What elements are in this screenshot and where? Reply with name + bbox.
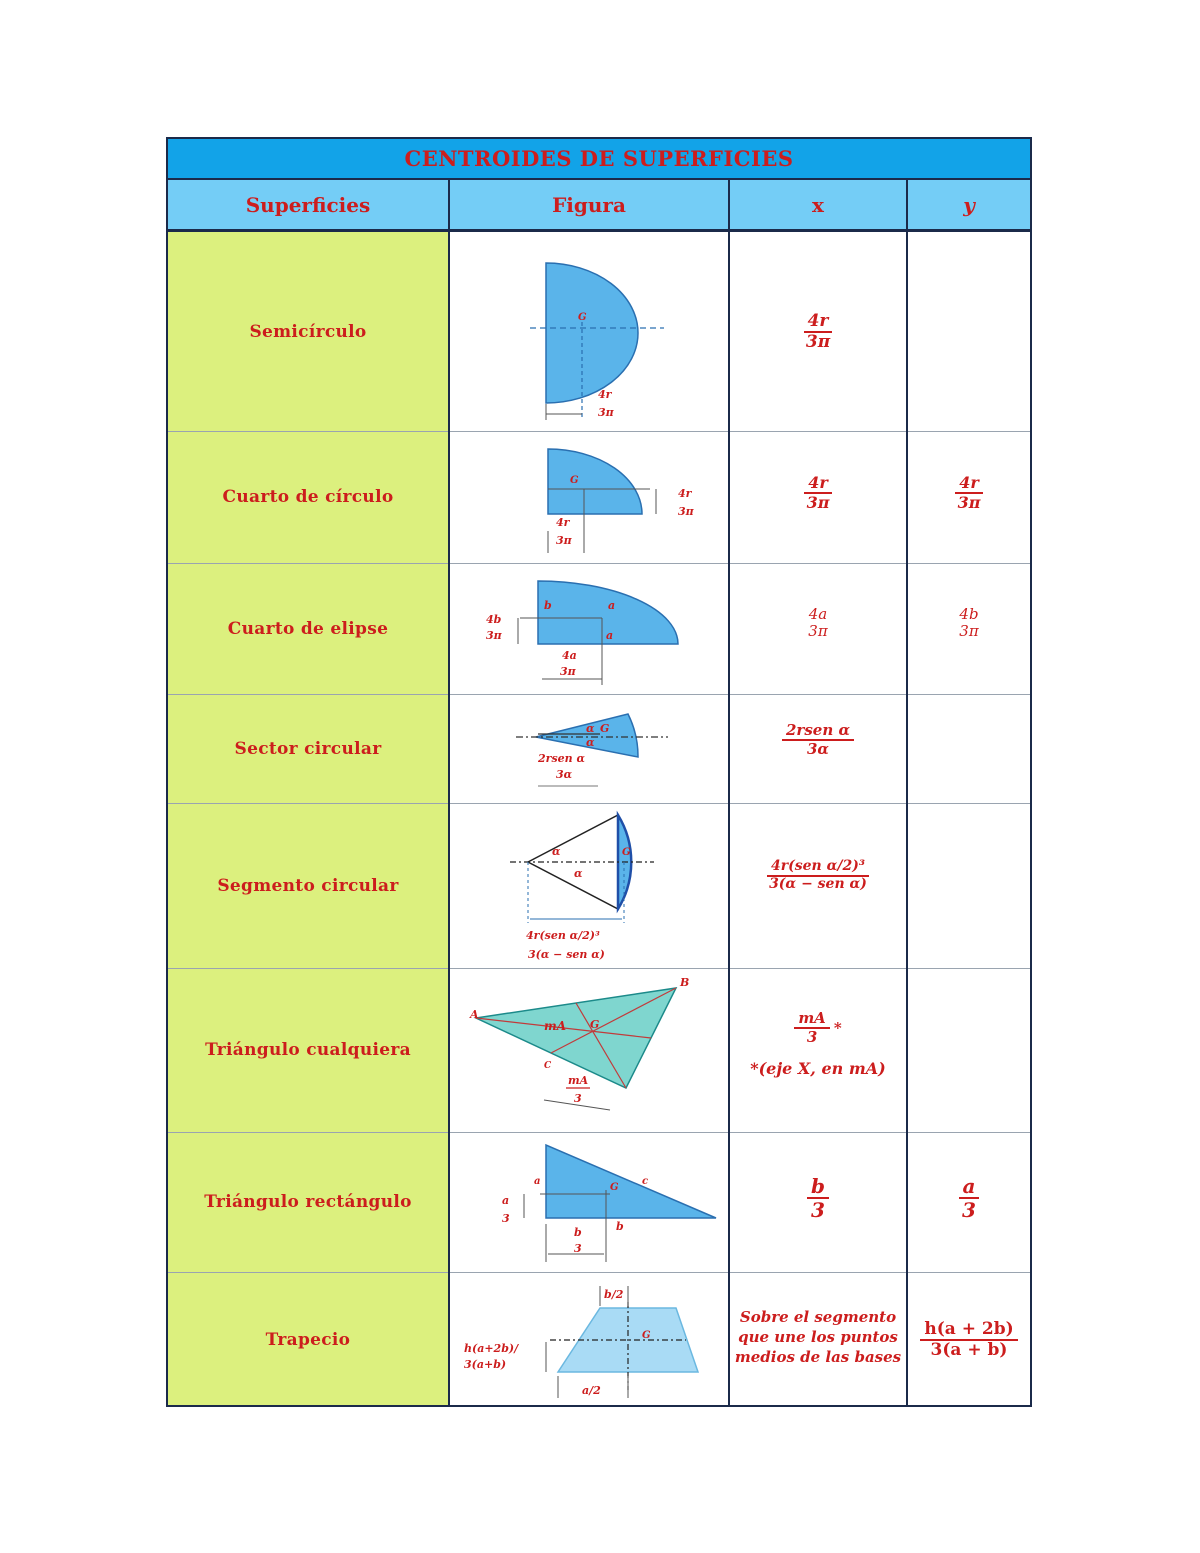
svg-text:A: A	[470, 1008, 479, 1021]
figure-triangulo-cualquiera	[450, 968, 728, 1132]
svg-text:a: a	[534, 1176, 541, 1187]
svg-text:b: b	[616, 1220, 624, 1233]
figure-sector-circular	[450, 694, 728, 803]
svg-text:B: B	[680, 976, 690, 989]
svg-text:α: α	[574, 867, 583, 880]
row-name-segmento-circular: Segmento circular	[217, 875, 399, 896]
svg-text:G: G	[610, 1182, 619, 1193]
semicirculo-g-label: G	[578, 312, 587, 323]
svg-text:α: α	[586, 722, 595, 735]
header-y: y	[908, 180, 1030, 232]
svg-text:3π: 3π	[678, 505, 694, 518]
svg-text:α: α	[586, 736, 595, 749]
svg-text:3: 3	[574, 1092, 582, 1105]
figure-trapecio	[450, 1272, 728, 1407]
svg-text:3: 3	[574, 1242, 582, 1255]
row-name-cuarto-elipse: Cuarto de elipse	[227, 618, 389, 639]
svg-text:a: a	[608, 599, 616, 612]
x-segmento-circular: $\frac{\text{4r(sen α/2)³}}{\text{3(α − sen α)}}$	[730, 803, 906, 968]
svg-text:a: a	[502, 1194, 510, 1207]
svg-text:3α: 3α	[556, 768, 573, 781]
x-sector-circular: $\frac{\text{2rsen α}}{3\alpha}$	[730, 694, 906, 803]
svg-text:4r(sen α/2)³: 4r(sen α/2)³	[526, 929, 600, 942]
svg-text:4b: 4b	[486, 613, 502, 626]
svg-text:C: C	[544, 1061, 552, 1071]
svg-text:α: α	[552, 845, 561, 858]
svg-text:2rsen α: 2rsen α	[538, 752, 585, 765]
svg-text:4r: 4r	[556, 516, 570, 529]
figure-segmento-circular	[450, 803, 728, 968]
figure-semicirculo	[450, 232, 728, 431]
x-trapecio: Sobre el segmento que une los puntos medios de las bases	[734, 1307, 902, 1366]
svg-text:G: G	[590, 1018, 600, 1031]
svg-text:4a: 4a	[562, 649, 577, 662]
svg-text:G: G	[570, 475, 579, 486]
x-semicirculo: $\frac{4r}{3\pi}$	[730, 232, 906, 431]
svg-text:3: 3	[502, 1212, 510, 1225]
y-triangulo-rectangulo: $\frac{a}{3}$	[908, 1132, 1030, 1272]
svg-text:G: G	[642, 1330, 651, 1341]
svg-text:3(α − sen α): 3(α − sen α)	[528, 948, 605, 961]
row-name-cuarto-circulo: Cuarto de círculo	[222, 487, 394, 507]
row-name-triangulo-cualquiera: Triángulo cualquiera	[205, 1040, 411, 1060]
x-note-triangulo-cualquiera: *(eje X, en mA)	[750, 1059, 886, 1078]
header-x: x	[730, 180, 906, 232]
y-trapecio: $\frac{h(a + 2b)}{3(a + b)}$	[908, 1272, 1030, 1407]
x-triangulo-rectangulo: $\frac{b}{3}$	[730, 1132, 906, 1272]
svg-text:G: G	[600, 722, 610, 735]
x-cuarto-circulo: $\frac{4r}{3\pi}$	[730, 431, 906, 563]
figure-cuarto-elipse	[450, 563, 728, 694]
svg-text:mA: mA	[544, 1019, 567, 1033]
x-triangulo-cualquiera: $\frac{mA}{3}$ * *(eje X, en mA)	[750, 1009, 886, 1078]
figure-cuarto-circulo	[450, 431, 728, 563]
svg-text:mA: mA	[568, 1074, 589, 1087]
svg-text:3π: 3π	[486, 629, 502, 642]
svg-text:4r: 4r	[678, 487, 692, 500]
header-superficies: Superficies	[168, 180, 448, 232]
svg-text:a/2: a/2	[582, 1384, 601, 1397]
svg-text:b: b	[574, 1226, 582, 1239]
y-cuarto-circulo: $\frac{4r}{3\pi}$	[908, 431, 1030, 563]
svg-text:c: c	[642, 1176, 649, 1187]
x-cuarto-elipse: 4a 3π	[808, 605, 828, 640]
svg-text:h(a+2b)/: h(a+2b)/	[464, 1342, 519, 1355]
svg-text:3π: 3π	[560, 665, 576, 678]
svg-text:b: b	[544, 599, 552, 612]
svg-text:b/2: b/2	[604, 1288, 624, 1301]
table-title: CENTROIDES DE SUPERFICIES	[168, 139, 1030, 180]
row-name-triangulo-rectangulo: Triángulo rectángulo	[204, 1192, 412, 1212]
centroid-table	[166, 137, 1032, 1407]
figure-triangulo-rectangulo	[450, 1132, 728, 1272]
row-name-semicirculo: Semicírculo	[249, 321, 367, 342]
row-name-sector-circular: Sector circular	[234, 738, 382, 759]
svg-text:3π: 3π	[598, 406, 614, 419]
svg-text:a: a	[606, 629, 614, 642]
header-figura: Figura	[450, 180, 728, 232]
svg-text:G: G	[622, 847, 631, 858]
svg-text:3(a+b): 3(a+b)	[464, 1358, 507, 1371]
row-name-trapecio: Trapecio	[265, 1329, 351, 1350]
svg-text:4r: 4r	[598, 388, 612, 401]
svg-text:3π: 3π	[556, 534, 572, 547]
y-cuarto-elipse: 4b 3π	[959, 605, 979, 640]
